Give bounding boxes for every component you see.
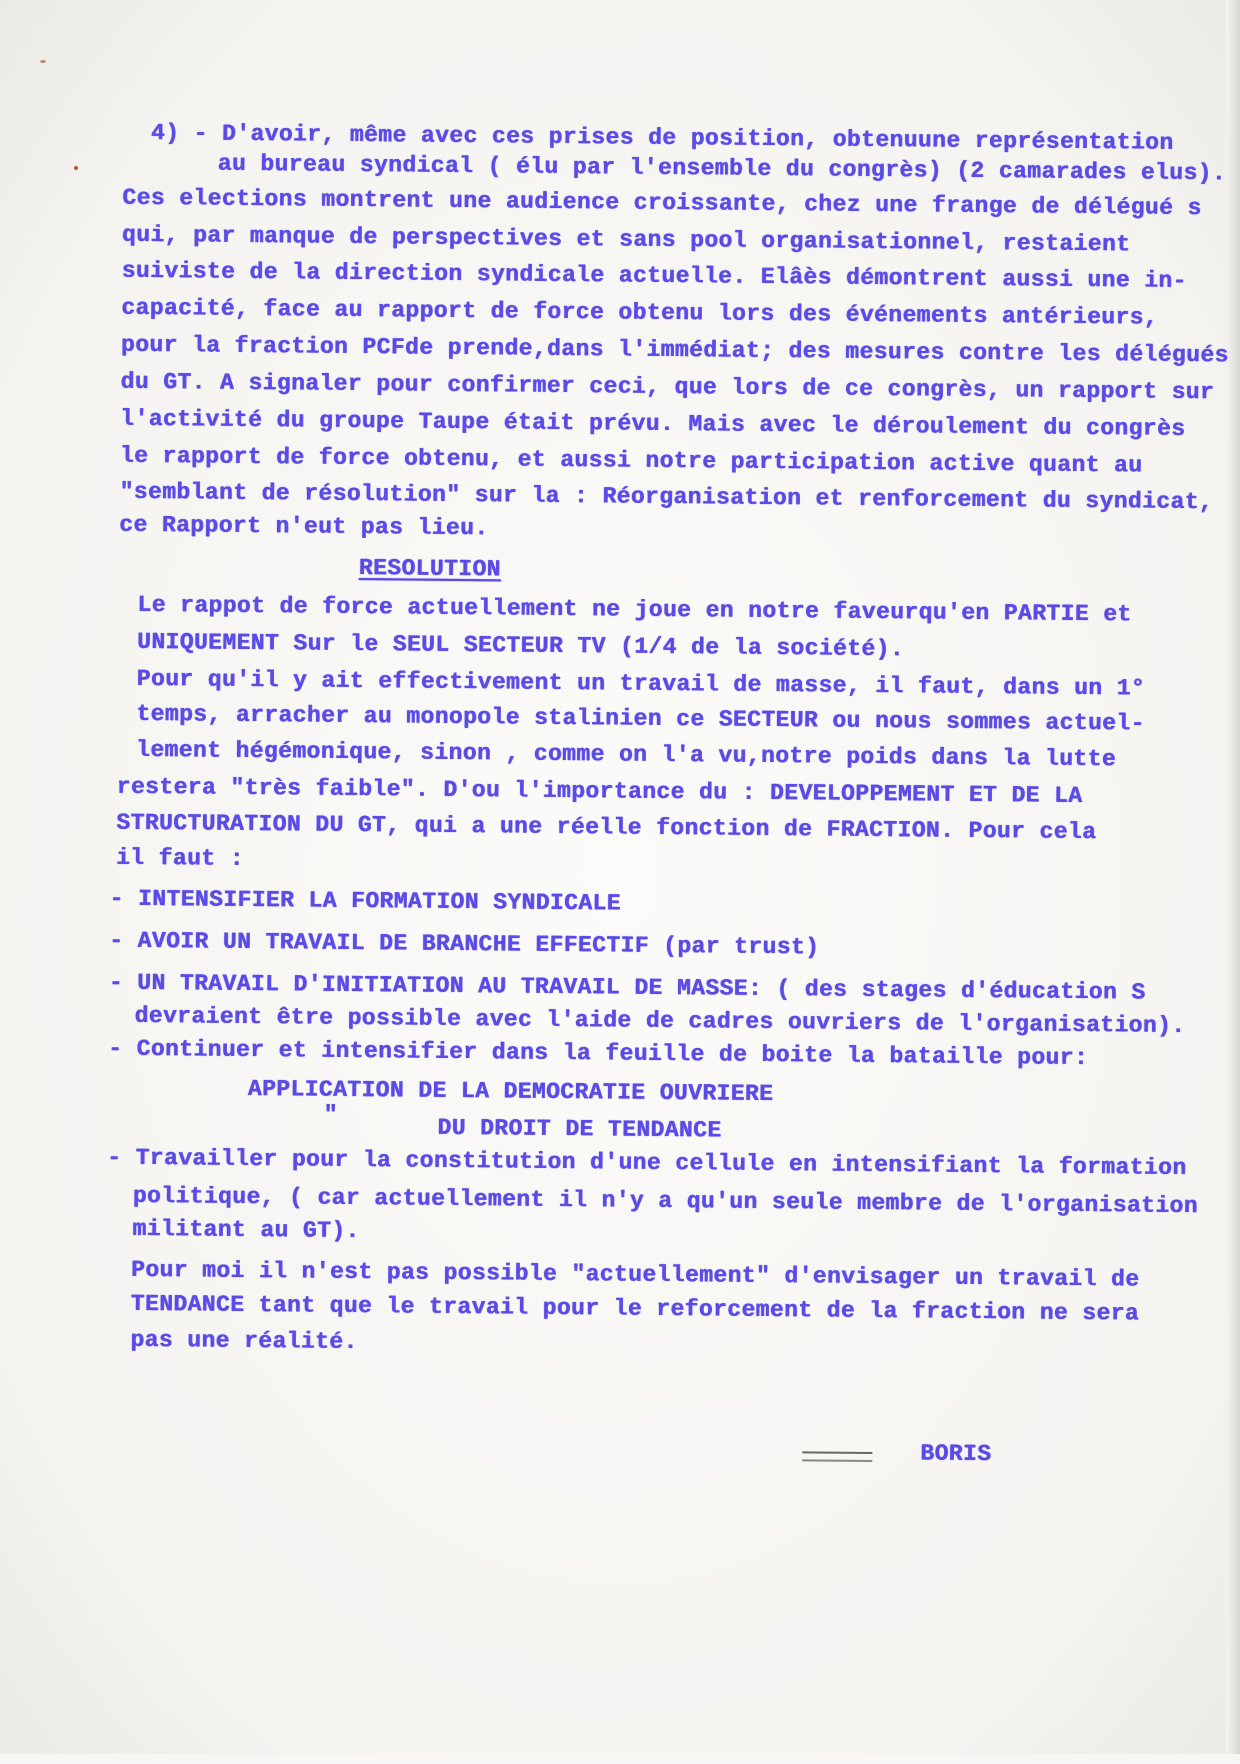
text-line: au bureau syndical ( élu par l'ensemble du congrès) (2 camarades elus). [217,150,1227,187]
list-item-continuation: devraient être possible avec l'aide de cadres ouvriers de l'organisation). [134,1002,1186,1039]
list-item-continuation: militant au GT). [132,1215,360,1245]
text-line: Pour moi il n'est pas possible "actuellement" d'envisager un travail de [130,1256,1140,1293]
text-line: capacité, face au rapport de force obtenu lors des événements antérieurs, [121,294,1159,331]
list-subitem: APPLICATION DE LA DEMOCRATIE OUVRIERE [247,1075,774,1108]
text-line: suiviste de la direction syndicale actuelle. Elâès démontrent aussi une in- [121,257,1187,294]
text-line: Le rappot de force actuellement ne joue en notre faveurqu'en PARTIE et [137,591,1132,628]
list-item-continuation: politique, ( car actuellement il n'y a qu'un seule membre de l'organisation [132,1182,1199,1220]
text-line: pas une réalité. [130,1326,358,1356]
signature-dash [802,1451,872,1462]
text-line: temps, arracher au monopole stalinien ce SECTEUR ou nous sommes actuel- [136,700,1145,737]
list-item: - AVOIR UN TRAVAIL DE BRANCHE EFFECTIF (par trust) [109,927,820,961]
text-line: le rapport de force obtenu, et aussi notre participation active quant au [119,442,1143,479]
list-item: - INTENSIFIER LA FORMATION SYNDICALE [109,885,622,917]
signature-name: BORIS [920,1440,992,1468]
text-line: du GT. A signaler pour confirmer ceci, que lors de ce congrès, un rapport sur [120,368,1215,406]
text-line: restera "très faible". D'ou l'importance du : DEVELOPPEMENT ET DE LA [116,773,1083,809]
text-line: "semblant de résolution" sur la : Réorganisation et renforcement du syndicat, [119,478,1214,516]
text-line: TENDANCE tant que le travail pour le reforcement de la fraction ne sera [130,1290,1140,1327]
section-heading: RESOLUTION [358,555,501,583]
text-line: il faut : [115,844,244,872]
list-item: - UN TRAVAIL D'INITIATION AU TRAVAIL DE MASSE: ( des stages d'éducation S [108,969,1146,1006]
ditto-mark: " [323,1101,338,1128]
text-line: qui, par manque de perspectives et sans pool organisationnel, restaient [121,221,1131,258]
text-line: Ces elections montrent une audience croissante, chez une frange de délégué s [122,184,1202,222]
text-line: 4) - D'avoir, même avec ces prises de position, obtenuune représentation [150,120,1174,156]
list-item: - Continuer et intensifier dans la feuille de boite la bataille pour: [108,1035,1089,1072]
text-line: l'activité du groupe Taupe était prévu. Mais avec le déroulement du congrès [120,405,1186,442]
text-line: STRUCTURATION DU GT, qui a une réelle fonction de FRACTION. Pour cela [116,809,1097,846]
text-line: ce Rapport n'eut pas lieu. [119,511,489,542]
text-line: pour la fraction PCFde prende,dans l'immédiat; des mesures contre les délégués [120,331,1229,369]
text-line: UNIQUEMENT Sur le SEUL SECTEUR TV (1/4 de la société). [136,628,905,663]
list-subitem: DU DROIT DE TENDANCE [437,1114,722,1144]
list-item: - Travailler pour la constitution d'une cellule en intensifiant la formation [107,1144,1187,1181]
text-line: lement hégémonique, sinon , comme on l'a vu,notre poids dans la lutte [135,736,1117,773]
text-line: Pour qu'il y ait effectivement un travail de masse, il faut, dans un 1° [136,665,1146,702]
